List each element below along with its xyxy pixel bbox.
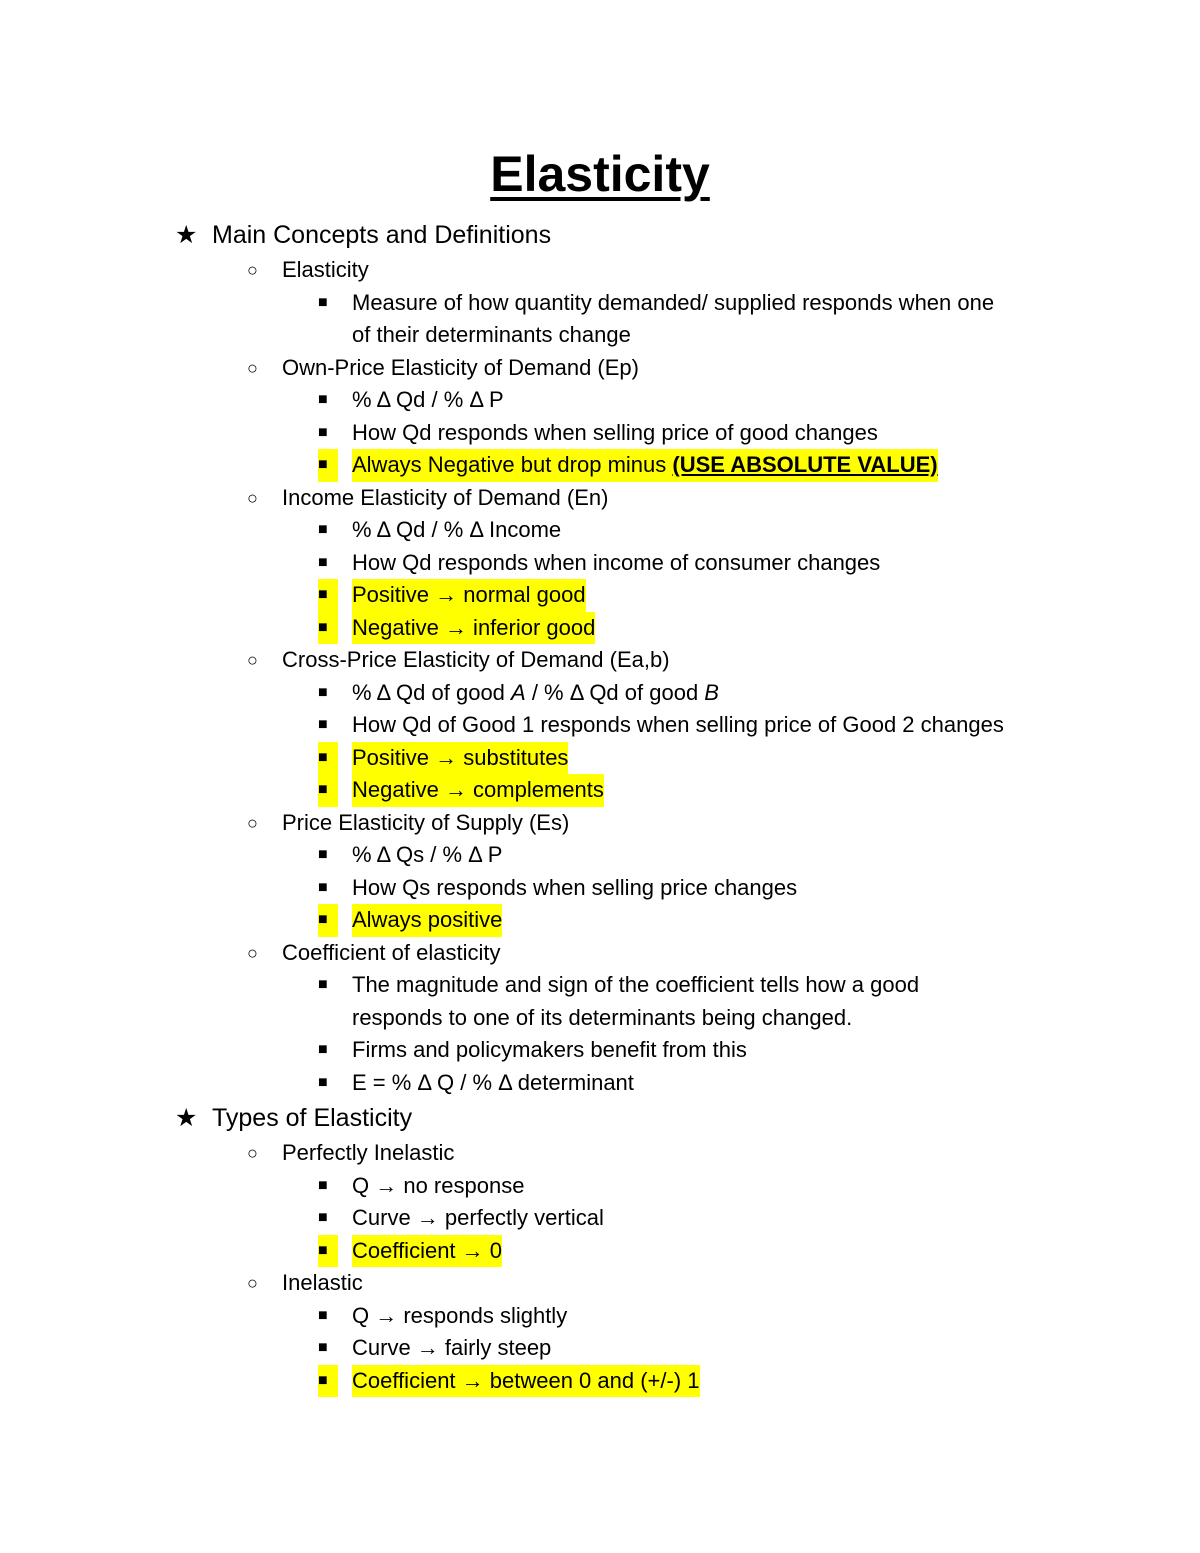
subitem-text: The magnitude and sign of the coefficient tells how a good bbox=[352, 972, 920, 997]
subitem-text: Always positive bbox=[352, 904, 502, 937]
subitem-text: Always Negative but drop minus bbox=[352, 452, 673, 477]
subitem-text: % Δ Qd / % Δ Income bbox=[352, 517, 562, 542]
square-bullet-icon: ■ bbox=[318, 579, 338, 612]
subitem-text: E = % Δ Q / % Δ determinant bbox=[352, 1069, 634, 1095]
list-subitem-highlighted bbox=[0, 904, 1200, 937]
square-bullet-icon: ■ bbox=[318, 1306, 328, 1324]
square-bullet-icon: ■ bbox=[318, 742, 338, 775]
subitem-text: % Δ Qd of good A / % Δ Qd of good B bbox=[352, 679, 719, 705]
document-body bbox=[0, 216, 1200, 1397]
subitem-text: Curve → fairly steep bbox=[352, 1335, 552, 1360]
square-bullet-icon: ■ bbox=[318, 521, 328, 538]
square-bullet-icon: ■ bbox=[318, 1073, 328, 1091]
list-subitem bbox=[0, 287, 1200, 320]
circle-bullet-icon: ○ bbox=[247, 1143, 258, 1163]
list-subitem bbox=[0, 1170, 1200, 1203]
subitem-text: Firms and policymakers benefit from this bbox=[352, 1037, 747, 1062]
subitem-continuation-text: responds to one of its determinants being changed. bbox=[352, 1004, 853, 1030]
item-label: Perfectly Inelastic bbox=[282, 1140, 455, 1165]
item-label: Coefficient of elasticity bbox=[282, 939, 501, 965]
list-subitem bbox=[0, 1300, 1200, 1333]
good-variable-text: A bbox=[511, 679, 526, 705]
circle-bullet-icon: ○ bbox=[247, 260, 258, 280]
list-subitem bbox=[0, 1034, 1200, 1067]
circle-bullet-icon: ○ bbox=[247, 357, 258, 378]
circle-bullet-icon: ○ bbox=[247, 487, 258, 508]
square-bullet-icon: ■ bbox=[318, 904, 338, 937]
subitem-text: How Qd responds when selling price of good changes bbox=[352, 419, 878, 445]
item-label: Income Elasticity of Demand (En) bbox=[282, 484, 609, 510]
section-heading bbox=[0, 216, 1200, 254]
list-item bbox=[0, 937, 1200, 970]
square-bullet-icon: ■ bbox=[318, 716, 328, 733]
square-bullet-icon: ■ bbox=[318, 449, 338, 482]
square-bullet-icon: ■ bbox=[318, 1176, 328, 1194]
list-item bbox=[0, 352, 1200, 385]
list-subitem bbox=[0, 547, 1200, 580]
list-item bbox=[0, 482, 1200, 515]
square-bullet-icon: ■ bbox=[318, 976, 328, 993]
subitem-text: Q → no response bbox=[352, 1172, 525, 1198]
list-subitem bbox=[0, 677, 1200, 710]
highlighted-text bbox=[352, 449, 938, 482]
list-subitem-highlighted bbox=[0, 774, 1200, 807]
section-heading-text: Types of Elasticity bbox=[212, 1104, 413, 1132]
circle-bullet-icon: ○ bbox=[247, 942, 258, 963]
list-subitem-highlighted bbox=[0, 1235, 1200, 1268]
subitem-text: How Qd of Good 1 responds when selling price of Good 2 changes bbox=[352, 712, 1004, 737]
page-title: Elasticity bbox=[490, 146, 710, 202]
square-bullet-icon: ■ bbox=[318, 423, 328, 441]
subitem-text: Negative → inferior good bbox=[352, 612, 595, 645]
star-bullet-icon: ★ bbox=[175, 221, 198, 249]
subitem-text: Coefficient → between 0 and (+/-) 1 bbox=[352, 1365, 700, 1398]
subitem-text: How Qd responds when income of consumer changes bbox=[352, 549, 881, 575]
subitem-continuation-text: of their determinants change bbox=[352, 322, 631, 347]
square-bullet-icon: ■ bbox=[318, 1041, 328, 1058]
list-subitem bbox=[0, 709, 1200, 742]
subitem-text: Positive → normal good bbox=[352, 579, 586, 612]
subitem-text: Measure of how quantity demanded/ supplied responds when one bbox=[352, 289, 995, 315]
list-subitem bbox=[0, 872, 1200, 905]
subitem-text: % Δ Qd / % Δ P bbox=[352, 387, 504, 412]
square-bullet-icon: ■ bbox=[318, 1235, 338, 1268]
star-bullet-icon: ★ bbox=[175, 1104, 198, 1132]
square-bullet-icon: ■ bbox=[318, 878, 328, 896]
square-bullet-icon: ■ bbox=[318, 683, 328, 701]
list-subitem bbox=[0, 1067, 1200, 1100]
list-item bbox=[0, 644, 1200, 677]
list-subitem-highlighted bbox=[0, 579, 1200, 612]
item-label: Price Elasticity of Supply (Es) bbox=[282, 809, 570, 835]
square-bullet-icon: ■ bbox=[318, 1209, 328, 1226]
list-subitem bbox=[0, 384, 1200, 417]
circle-bullet-icon: ○ bbox=[247, 812, 258, 833]
list-subitem bbox=[0, 417, 1200, 450]
list-subitem bbox=[0, 969, 1200, 1002]
subitem-text: Negative → complements bbox=[352, 774, 604, 807]
item-label: Elasticity bbox=[282, 257, 369, 282]
list-subitem bbox=[0, 514, 1200, 547]
subitem-text: Positive → substitutes bbox=[352, 742, 568, 775]
square-bullet-icon: ■ bbox=[318, 612, 338, 645]
list-subitem-continuation bbox=[0, 1002, 1200, 1035]
subitem-text: Q → responds slightly bbox=[352, 1302, 568, 1328]
circle-bullet-icon: ○ bbox=[247, 1273, 258, 1293]
list-subitem bbox=[0, 1202, 1200, 1235]
subitem-text: How Qs responds when selling price changes bbox=[352, 874, 798, 900]
item-label: Own-Price Elasticity of Demand (Ep) bbox=[282, 354, 639, 380]
square-bullet-icon: ■ bbox=[318, 1339, 328, 1356]
square-bullet-icon: ■ bbox=[318, 293, 328, 311]
list-item bbox=[0, 807, 1200, 840]
square-bullet-icon: ■ bbox=[318, 391, 328, 408]
square-bullet-icon: ■ bbox=[318, 553, 328, 571]
list-subitem bbox=[0, 839, 1200, 872]
list-subitem-continuation bbox=[0, 319, 1200, 352]
circle-bullet-icon: ○ bbox=[247, 650, 258, 670]
subitem-text: Coefficient → 0 bbox=[352, 1235, 502, 1268]
square-bullet-icon: ■ bbox=[318, 774, 338, 807]
list-item bbox=[0, 1137, 1200, 1170]
section-heading-text: Main Concepts and Definitions bbox=[212, 221, 552, 249]
item-label: Cross-Price Elasticity of Demand (Ea,b) bbox=[282, 647, 670, 672]
square-bullet-icon: ■ bbox=[318, 1365, 338, 1398]
list-item bbox=[0, 1267, 1200, 1300]
emphasis-text: (USE ABSOLUTE VALUE) bbox=[672, 452, 938, 477]
list-item bbox=[0, 254, 1200, 287]
list-subitem-highlighted bbox=[0, 742, 1200, 775]
list-subitem bbox=[0, 1332, 1200, 1365]
subitem-text: % Δ Qs / % Δ P bbox=[352, 842, 503, 867]
subitem-text: Curve → perfectly vertical bbox=[352, 1205, 604, 1230]
section-heading bbox=[0, 1099, 1200, 1137]
good-variable-text: B bbox=[704, 679, 719, 705]
item-label: Inelastic bbox=[282, 1270, 363, 1295]
list-subitem-highlighted bbox=[0, 449, 1200, 482]
square-bullet-icon: ■ bbox=[318, 846, 328, 863]
list-subitem-highlighted bbox=[0, 1365, 1200, 1398]
list-subitem-highlighted bbox=[0, 612, 1200, 645]
